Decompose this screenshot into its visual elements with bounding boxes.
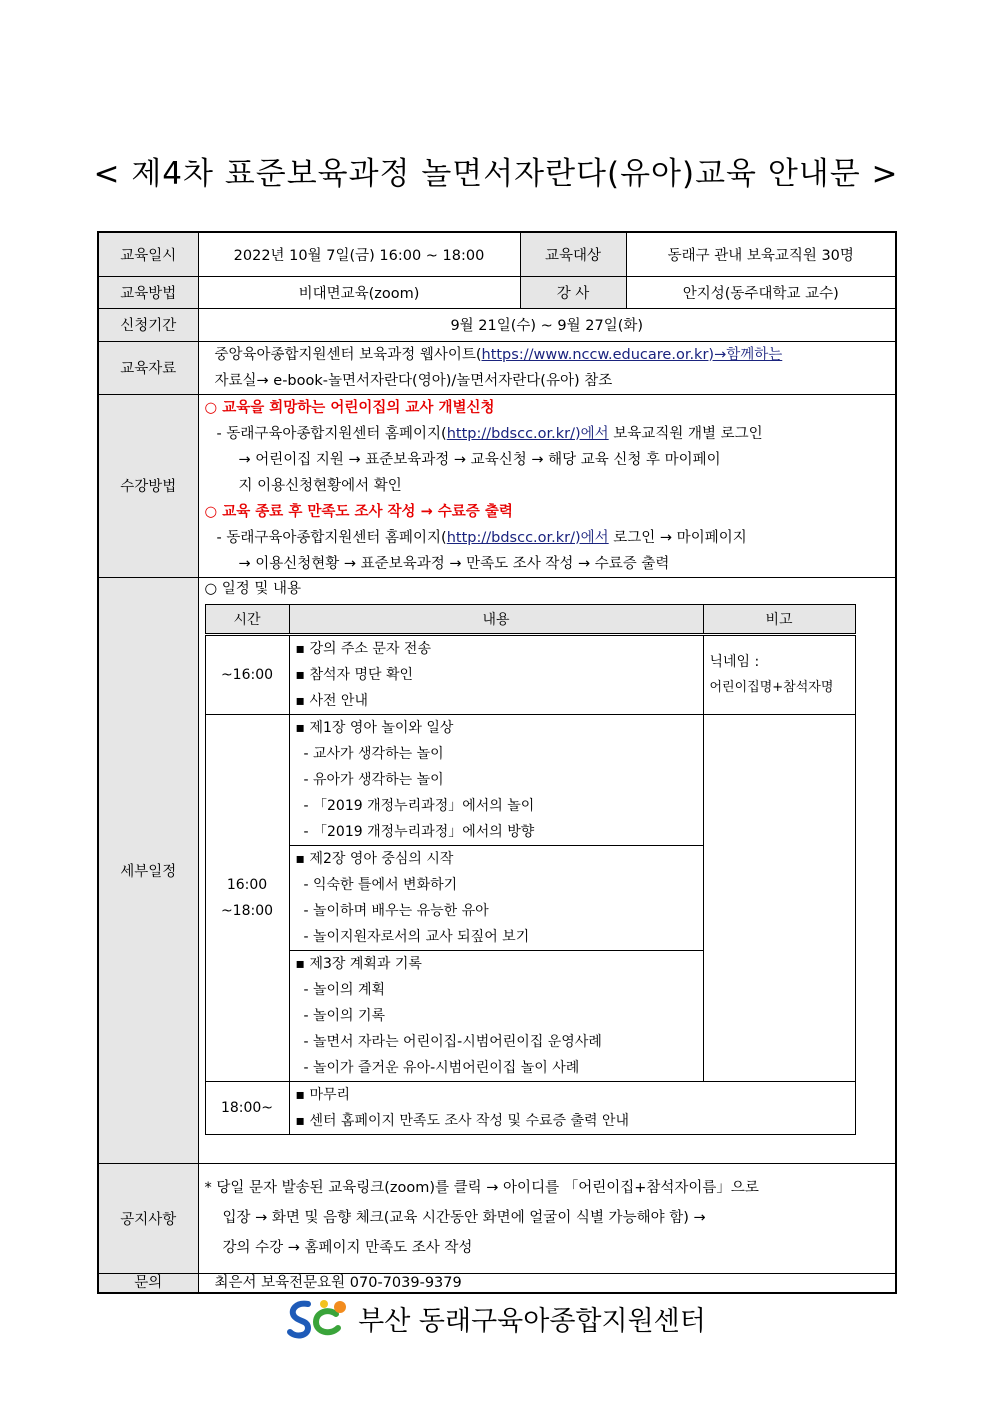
course-text: → 이용신청현황 → 표준보육과정 → 만족도 조사 작성 → 수료증 출력: [238, 555, 670, 572]
course-label: 수강방법: [98, 394, 198, 577]
note-text: 닉네임 :: [709, 653, 760, 670]
material-value: [198, 341, 896, 394]
date-label: 교육일시: [98, 232, 198, 276]
info-table: [97, 231, 897, 1294]
page-title: < 제4차 표준보육과정 놀면서자란다(유아)교육 안내문 >: [93, 156, 899, 192]
list-item: ▪ 제3장 계획과 기록: [295, 955, 422, 972]
notice-text: 강의 수강 → 홈페이지 만족도 조사 작성: [222, 1240, 473, 1256]
method-value: 비대면교육(zoom): [198, 276, 520, 308]
footer: [0, 1298, 992, 1347]
method-label: 교육방법: [98, 276, 198, 308]
lecturer-label: 강 사: [520, 276, 626, 308]
list-item: ▪ 제1장 영아 놀이와 일상: [295, 719, 454, 736]
note-text: 어린이집명+참석자명: [709, 679, 834, 695]
header-note: 비고: [703, 604, 855, 634]
bdscc-link[interactable]: http://bdscc.or.kr/)에서: [446, 425, 609, 442]
list-item: - 익숙한 틀에서 변화하기: [303, 876, 458, 893]
list-item: - 놀이의 기록: [303, 1007, 386, 1024]
apply-value: 9월 21일(수) ~ 9월 27일(화): [198, 308, 896, 341]
material-text: 중앙육아종합지원센터 보육과정 웹사이트(: [214, 346, 482, 363]
notice-label: 공지사항: [98, 1163, 198, 1273]
content-cell: [289, 1081, 855, 1134]
course-text: - 동래구육아종합지원센터 홈페이지(: [216, 425, 447, 442]
course-heading-2: ○ 교육 종료 후 만족도 조사 작성 → 수료증 출력: [204, 503, 513, 520]
list-item: ▪ 사전 안내: [295, 692, 368, 709]
apply-label: 신청기간: [98, 308, 198, 341]
schedule-label: 세부일정: [98, 577, 198, 1163]
list-item: - 놀면서 자라는 어린이집-시범어린이집 운영사례: [303, 1033, 602, 1050]
list-item: ▪ 제2장 영아 중심의 시작: [295, 850, 454, 867]
target-label: 교육대상: [520, 232, 626, 276]
list-item: - 놀이하며 배우는 유능한 유아: [303, 902, 489, 919]
list-item: ▪ 센터 홈페이지 만족도 조사 작성 및 수료증 출력 안내: [295, 1112, 630, 1129]
center-name: 부산 동래구육아종합지원센터: [358, 1306, 706, 1337]
time-text: 16:00: [226, 876, 268, 893]
material-text-2: 자료실→ e-book-놀면서자란다(영아)/놀면서자란다(유아) 참조: [214, 372, 613, 389]
time-cell: ~16:00: [205, 634, 289, 714]
notice-text: 입장 → 화면 및 음향 체크(교육 시간동안 화면에 얼굴이 식별 가능해야 함) →: [222, 1210, 706, 1226]
notice-value: [198, 1163, 896, 1273]
list-item: ▪ 참석자 명단 확인: [295, 666, 414, 683]
schedule-cell: [198, 577, 896, 1163]
content-cell: [289, 714, 703, 845]
contact-label: 문의: [98, 1273, 198, 1293]
list-item: - 「2019 개정누리과정」에서의 방향: [303, 823, 535, 840]
course-text: 보육교직원 개별 로그인: [608, 425, 763, 442]
content-cell: [289, 634, 703, 714]
course-text: 로그인 → 마이페이지: [608, 529, 747, 546]
center-logo-icon: [286, 1298, 352, 1347]
course-value: [198, 394, 896, 577]
note-cell: [703, 634, 855, 714]
time-cell: 18:00~: [205, 1081, 289, 1134]
list-item: ▪ 강의 주소 문자 전송: [295, 640, 431, 657]
list-item: - 유아가 생각하는 놀이: [303, 771, 444, 788]
bdscc-link-2[interactable]: http://bdscc.or.kr/)에서: [446, 529, 609, 546]
schedule-heading: ○ 일정 및 내용: [204, 580, 302, 597]
course-text: 지 이용신청현황에서 확인: [238, 477, 402, 494]
header-time: 시간: [205, 604, 289, 634]
note-cell: [703, 714, 855, 1081]
list-item: - 교사가 생각하는 놀이: [303, 745, 444, 762]
course-heading-1: ○ 교육을 희망하는 어린이집의 교사 개별신청: [204, 399, 495, 416]
date-value: 2022년 10월 7일(금) 16:00 ~ 18:00: [198, 232, 520, 276]
time-cell: [205, 714, 289, 1081]
material-link[interactable]: https://www.nccw.educare.or.kr)→함께하는: [481, 346, 783, 363]
course-text: - 동래구육아종합지원센터 홈페이지(: [216, 529, 447, 546]
schedule-table: [205, 604, 856, 1135]
contact-value: 최은서 보육전문요원 070-7039-9379: [198, 1273, 896, 1293]
material-label: 교육자료: [98, 341, 198, 394]
target-value: 동래구 관내 보육교직원 30명: [626, 232, 896, 276]
list-item: - 놀이가 즐거운 유아-시범어린이집 놀이 사례: [303, 1059, 580, 1076]
list-item: - 「2019 개정누리과정」에서의 놀이: [303, 797, 535, 814]
header-content: 내용: [289, 604, 703, 634]
content-cell: [289, 950, 703, 1081]
list-item: - 놀이의 계획: [303, 981, 386, 998]
list-item: - 놀이지원자로서의 교사 되짚어 보기: [303, 928, 530, 945]
time-text: ~18:00: [220, 902, 274, 919]
list-item: ▪ 마무리: [295, 1086, 351, 1103]
content-cell: [289, 845, 703, 950]
lecturer-value: 안지성(동주대학교 교수): [626, 276, 896, 308]
course-text: → 어린이집 지원 → 표준보육과정 → 교육신청 → 해당 교육 신청 후 마이페이: [238, 451, 721, 468]
notice-text: * 당일 문자 발송된 교육링크(zoom)를 클릭 → 아이디를 「어린이집+참석자이름」으로: [204, 1180, 759, 1196]
